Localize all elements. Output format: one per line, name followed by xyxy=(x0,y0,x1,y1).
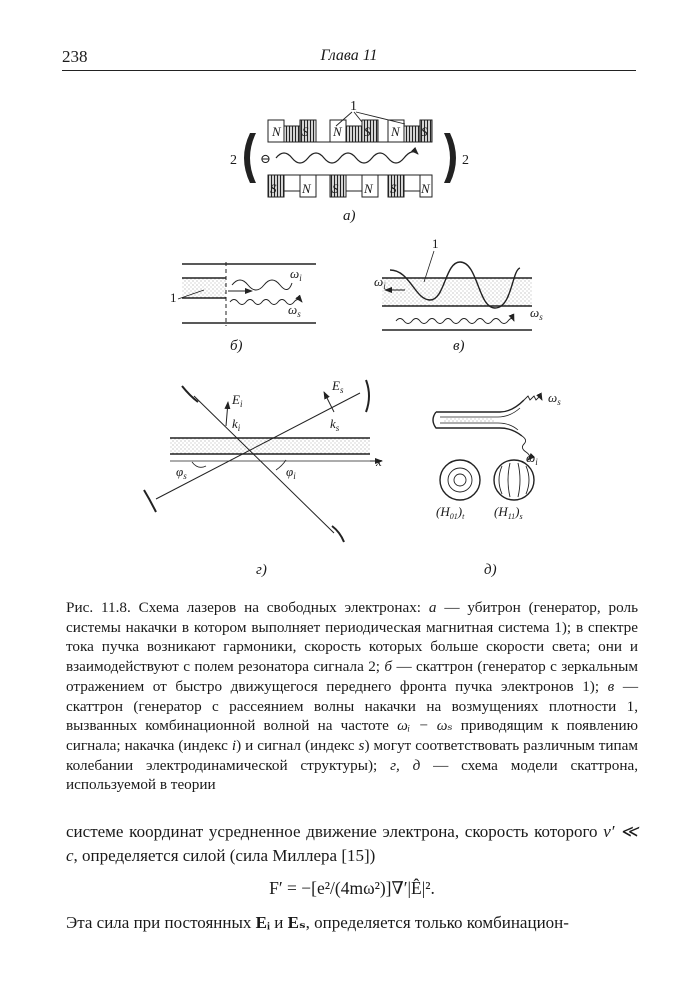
k-i-label: $k_i$ xyxy=(232,416,241,433)
panel-label-v: в) xyxy=(453,338,465,354)
panel-g xyxy=(144,378,382,578)
caption-formula: ωᵢ − ωₛ xyxy=(397,717,453,735)
caption-text-a: — убитрон (генератор, роль системы накачки в котором выполняет периодическая магнитная система 1); в спектре тока пучка возникают гармоники, скорость которых больше скорости света; они и взаимодействуют с полем резонатора сигнала 2; xyxy=(66,599,639,676)
body-paragraph-2 xyxy=(66,911,638,935)
panel-label-d: д) xyxy=(484,562,497,578)
magnet-label-bottom: N xyxy=(364,181,373,196)
omega-i-label-v: $\omega_i$ xyxy=(374,274,386,291)
chapter-title: Глава 11 xyxy=(320,47,378,64)
caption-text-gd: — схема модели скаттрона, используемой в теории xyxy=(66,756,639,794)
panel-v xyxy=(374,236,543,354)
magnet-label-top: S xyxy=(421,124,428,139)
caption-letter-v: в xyxy=(607,677,615,695)
body-Ei: Eᵢ xyxy=(255,913,271,932)
panel-a-ubitron xyxy=(230,99,469,224)
panel-b xyxy=(170,262,316,354)
miller-force-formula: F′ = −[e²/(4mω²)]∇′|Ê|². xyxy=(269,878,435,898)
magnet-label-top: S xyxy=(364,124,371,139)
page-number: 238 xyxy=(62,47,88,66)
caption-index-s: s xyxy=(358,736,365,754)
magnet-label-top: N xyxy=(391,124,400,139)
panel-label-a: а) xyxy=(343,208,356,224)
panel-label-g: г) xyxy=(256,562,267,578)
magnet-row-bottom xyxy=(268,175,432,197)
E-s-label: $E_s$ xyxy=(332,378,344,395)
label-2-left: 2 xyxy=(230,153,237,168)
mode-H11-label: $(H_{11})_s$ xyxy=(494,504,523,521)
magnet-row-top xyxy=(268,120,432,142)
caption-prefix: Рис. 11.8. Схема лазеров на свободных электронах: xyxy=(66,599,422,616)
body-Es: Eₛ xyxy=(287,913,306,932)
omega-i-label: $\omega_i$ xyxy=(290,266,302,283)
caption-text-v3: ) и сигнал (индекс xyxy=(236,736,355,754)
caption-letters-gd: г, д xyxy=(390,756,421,774)
caption-text-v2: приводящим к появлению сигнала; накачка (индекс xyxy=(66,717,638,754)
caption-text-v4: ) могут соответствовать различным типам колебании электродинамической структуры); xyxy=(66,736,639,774)
caption-text-v1: — скаттрон (генератор с рассеянием волны накачки на возмущениях плотности 1, вызванных комбинационной волной на частоте xyxy=(66,677,639,735)
body-v-prime: v′ ≪ c xyxy=(66,822,638,865)
mirror-left xyxy=(244,133,256,183)
caption-text-b: — скаттрон (генератор с зеркальным отражением от быстро движущегося переднего фронта пучка электронов 1); xyxy=(66,658,639,695)
body-text-2b: , определяется только комбинацион- xyxy=(305,913,569,932)
magnet-label-top: N xyxy=(272,124,281,139)
body-and: и xyxy=(274,913,284,932)
magnet-label-bottom: S xyxy=(390,181,397,196)
k-s-label: $k_s$ xyxy=(330,416,340,433)
omega-s-label: $\omega_s$ xyxy=(288,302,301,319)
panel-label-b: б) xyxy=(230,338,243,354)
label-1-magnets: 1 xyxy=(350,99,357,114)
caption-letter-b: б xyxy=(384,658,393,676)
label-1-density: 1 xyxy=(432,236,439,251)
body-text-1b: , определяется силой (сила Миллера [15]) xyxy=(73,846,376,865)
label-2-right: 2 xyxy=(462,153,469,168)
magnet-label-bottom: N xyxy=(302,181,311,196)
electron-trajectory xyxy=(276,152,418,163)
body-text-2a: Эта сила при постоянных xyxy=(66,913,252,932)
omega-s-label-d: $\omega_s$ xyxy=(548,390,561,407)
figure-caption xyxy=(66,598,638,795)
phi-s-label: $\varphi_s$ xyxy=(176,464,187,481)
electron-symbol: ⊖ xyxy=(260,151,271,166)
caption-index-i: i xyxy=(231,736,237,754)
magnet-label-bottom: N xyxy=(421,181,430,196)
magnet-label-top: N xyxy=(333,124,342,139)
magnet-label-bottom: S xyxy=(270,181,277,196)
phi-i-label: $\varphi_i$ xyxy=(286,464,296,481)
label-1-beam: 1 xyxy=(170,290,177,305)
body-paragraph xyxy=(66,820,638,868)
omega-s-label-v: $\omega_s$ xyxy=(530,305,543,322)
mode-H01-label: $(H_{01})_t$ xyxy=(436,504,465,521)
caption-letter-a: а xyxy=(428,599,437,616)
body-text-1: системе координат усредненное движение электрона, скорость которого xyxy=(66,822,598,841)
magnet-label-bottom: S xyxy=(332,181,339,196)
omega-i-label-d: $\omega_i$ xyxy=(526,450,538,467)
x-axis-label: x xyxy=(376,454,382,469)
magnet-label-top: S xyxy=(302,124,309,139)
panel-d xyxy=(433,390,561,578)
E-i-label: $E_i$ xyxy=(232,392,243,409)
mirror-right xyxy=(444,133,456,183)
